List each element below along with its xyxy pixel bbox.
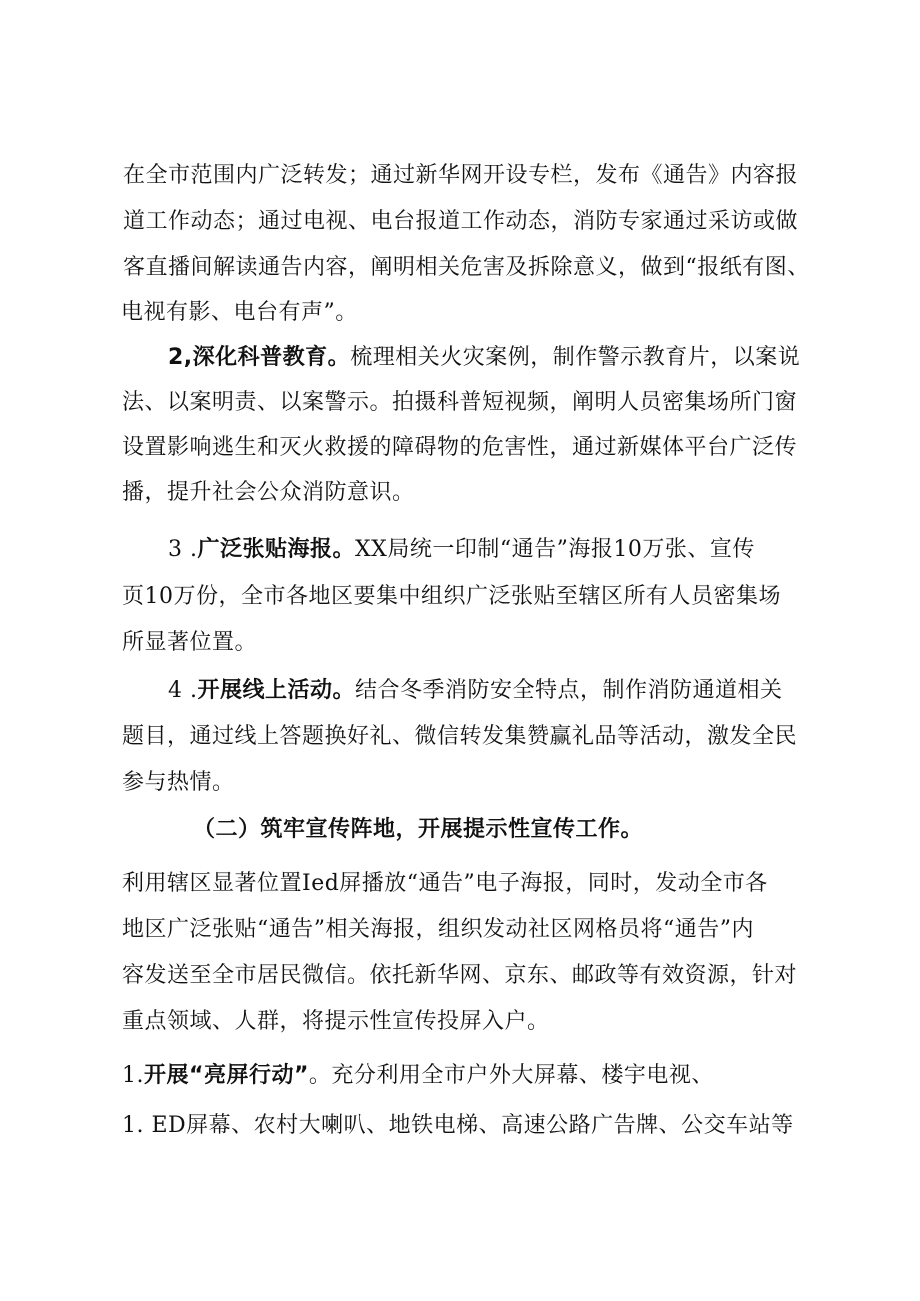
paragraph-line: 播，提升社会公众消防意识。 [122,480,415,505]
list-item-5-first-line [122,1061,714,1091]
paragraph-line: 重点领域、人群，将提示性宣传投屏入户。 [122,1009,550,1034]
list-item-number: 1. [122,1063,144,1088]
section-heading: （二）筑牢宣传阵地，开展提示性宣传工作。 [193,817,644,842]
paragraph-line: 道工作动态；通过电视、电台报道工作动态，消防专家通过采访或做 [123,209,799,234]
list-item-number: 3 . [168,537,198,562]
paragraph-line: 参与热情。 [122,770,235,795]
paragraph-line: 在全市范围内广泛转发；通过新华网开设专栏，发布《通告》内容报 [123,163,799,188]
paragraph-line: 电视有影、电台有声”。 [121,300,358,325]
list-item-text: 。充分利用全市户外大屏幕、楼宇电视、 [308,1063,714,1088]
list-item-number: 2, [168,345,193,370]
paragraph-line: 页10万份，全市各地区要集中组织广泛张贴至辖区所有人员密集场 [122,584,781,609]
list-item-heading: 开展线上活动。 [197,678,355,703]
paragraph-line: 法、以案明责、以案警示。拍摄科普短视频，阐明人员密集场所门窗 [122,390,798,415]
paragraph-line: 地区广泛张贴“通告”相关海报，组织发动社区网格员将“通告”内 [122,917,754,942]
list-item-text: XX局统一印制“通告”海报10万张、宣传 [355,537,755,562]
list-item-heading: 开展“亮屏行动” [144,1063,309,1088]
paragraph-line: 题目，通过线上答题换好礼、微信转发集赞赢礼品等活动，激发全民 [122,724,798,749]
list-item-number: 4 . [168,678,198,703]
list-item-text: 结合冬季消防安全特点，制作消防通道相关 [355,678,783,703]
paragraph-line: 客直播间解读通告内容，阐明相关危害及拆除意义，做到“报纸有图、 [123,255,810,280]
paragraph-line: 容发送至全市居民微信。依托新华网、京东、邮政等有效资源，针对 [122,963,798,988]
list-item-3-first-line [168,535,755,565]
paragraph-line: 1. ED屏幕、农村大喇叭、地铁电梯、高速公路广告牌、公交车站等 [122,1113,794,1138]
paragraph-line: 所显著位置。 [122,630,258,655]
list-item-4-first-line [168,676,783,706]
list-item-heading: 广泛张贴海报。 [197,537,355,562]
list-item-text: 梳理相关火灾案例，制作警示教育片，以案说 [350,345,801,370]
list-item-heading: 深化科普教育。 [192,345,351,370]
list-item-2-first-line [168,343,800,373]
paragraph-line: 利用辖区显著位置Ied屏播放“通告”电子海报，同时，发动全市各 [122,871,768,896]
paragraph-line: 设置影响逃生和灭火救援的障碍物的危害性，通过新媒体平台广泛传 [122,435,798,460]
